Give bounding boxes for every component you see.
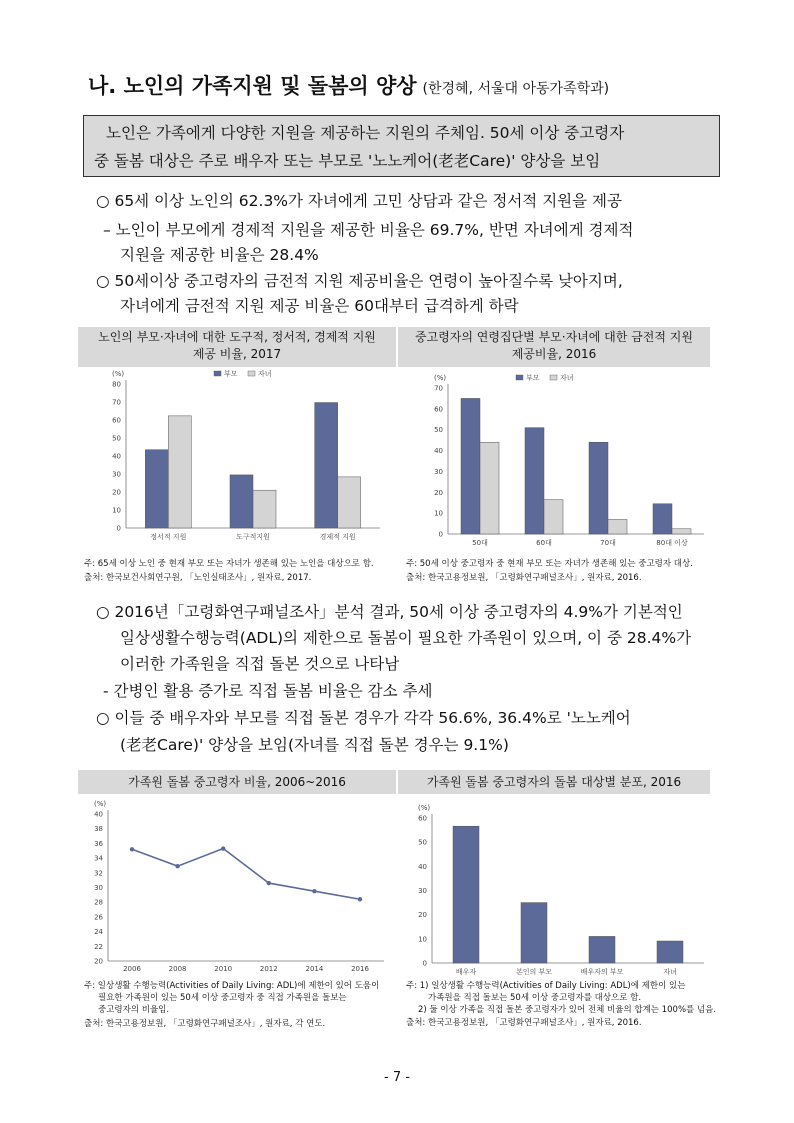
chart2-ytick-label: 10 xyxy=(434,509,443,518)
bullet-3-cont-1: 일상생활수행능력(ADL)의 제한으로 돌봄이 필요한 가족원이 있으며, 이 중 28.4%가 xyxy=(120,629,692,647)
page-number: - 7 - xyxy=(384,1070,410,1085)
chart4-heading: 가족원 돌봄 중고령자의 돌봄 대상별 분포, 2016 xyxy=(398,770,710,794)
chart3-point xyxy=(312,889,316,893)
chart2-legend-swatch xyxy=(516,375,523,380)
chart3-xtick-label: 2008 xyxy=(168,965,187,973)
chart3-point xyxy=(221,846,225,850)
chart1-bar xyxy=(230,475,253,528)
chart4-ytick-label: 60 xyxy=(418,814,427,823)
chart3-note-1: 주: 일상생활 수행능력(Activities of Daily Living: ADL)에 제한이 있어 도움이 xyxy=(84,981,380,991)
chart2-bar xyxy=(461,398,480,534)
chart2-ytick-label: 40 xyxy=(434,447,443,456)
bullet-4: ○ 이들 중 배우자와 부모를 직접 돌본 경우가 각각 56.6%, 36.4%로 '노노케어 xyxy=(96,709,631,727)
chart4-xtick-label: 배우자의 부모 xyxy=(580,968,624,976)
chart1-bar xyxy=(168,416,191,528)
chart3-point xyxy=(267,881,271,885)
chart2-bar-chart xyxy=(398,368,710,550)
bullet-3: ○ 2016년「고령화연구패널조사」분석 결과, 50세 이상 중고령자의 4.9%가 기본적인 xyxy=(96,603,683,621)
chart1-legend-label: 부모 xyxy=(224,370,238,378)
chart3-ytick-label: 30 xyxy=(94,884,103,892)
chart1-bar-chart xyxy=(78,368,396,550)
chart1-bar xyxy=(253,490,276,528)
chart4-unit-label: (%) xyxy=(418,804,431,812)
chart4-bar xyxy=(589,936,615,963)
chart3-xtick-label: 2012 xyxy=(259,965,278,973)
chart3-ytick-label: 36 xyxy=(94,839,103,848)
bullet-1-sub: – 노인이 부모에게 경제적 지원을 제공한 비율은 69.7%, 반면 자녀에게 경제적 xyxy=(103,221,634,239)
chart1-legend-label: 자녀 xyxy=(258,370,272,378)
chart4-source: 출처: 한국고용정보원, 「고령화연구패널조사」, 원자료, 2016. xyxy=(406,1018,642,1028)
chart3-xtick-label: 2010 xyxy=(214,965,233,973)
chart3-ytick-label: 20 xyxy=(94,957,103,966)
chart3-ytick-label: 34 xyxy=(94,854,103,863)
chart1-ytick-label: 10 xyxy=(112,506,121,515)
section-title xyxy=(88,70,609,100)
chart3-point xyxy=(358,897,362,901)
chart1-legend-swatch xyxy=(248,371,255,376)
bullet-1: ○ 65세 이상 노인의 62.3%가 자녀에게 고민 상담과 같은 정서적 지원을 제공 xyxy=(96,192,622,210)
chart1-heading xyxy=(78,327,396,367)
chart3-series-line xyxy=(132,849,360,900)
chart3-ytick-label: 22 xyxy=(94,942,103,951)
chart2-bar xyxy=(480,442,499,534)
chart1-bar xyxy=(338,477,361,528)
chart4-note-2: 2) 둘 이상 가족을 직접 돌본 중고령자가 있어 전체 비율의 합계는 100%를 넘음. xyxy=(418,1005,717,1015)
chart1-unit-label: (%) xyxy=(112,370,125,378)
chart3-source: 출처: 한국고용정보원, 「고령화연구패널조사」, 원자료, 각 연도. xyxy=(84,1019,326,1029)
chart3-ytick-label: 38 xyxy=(94,825,103,834)
chart1-bar xyxy=(145,450,168,528)
bullet-3-sub: - 간병인 활용 증가로 직접 돌봄 비율은 감소 추세 xyxy=(103,682,433,700)
chart2-ytick-label: 60 xyxy=(434,405,443,414)
chart2-bar xyxy=(589,442,608,534)
chart3-ytick-label: 26 xyxy=(94,913,103,922)
chart3-note-2: 필요한 가족원이 있는 50세 이상 중고령자 중 직접 가족원을 돌보는 xyxy=(98,993,347,1003)
chart4-bar xyxy=(521,903,547,963)
section-title-main: 나. 노인의 가족지원 및 돌봄의 양상 xyxy=(88,74,417,98)
chart2-bar xyxy=(653,504,672,534)
summary-line-2: 중 돌봄 대상은 주로 배우자 또는 부모로 '노노케어(老老Care)' 양상을 보임 xyxy=(94,152,601,170)
chart4-ytick-label: 20 xyxy=(418,911,427,920)
chart4-note-1: 주: 1) 일상생활 수행능력(Activities of Daily Living: ADL)에 제한이 있는 xyxy=(406,981,686,991)
chart2-note: 주: 50세 이상 중고령자 중 현재 부모 또는 자녀가 생존해 있는 중고령자 대상. xyxy=(406,559,693,569)
chart2-legend-label: 자녀 xyxy=(560,374,574,382)
chart3-ytick-label: 28 xyxy=(94,898,103,907)
chart1-source: 출처: 한국보건사회연구원, 「노인실태조사」, 원자료, 2017. xyxy=(84,573,312,583)
chart1-ytick-label: 30 xyxy=(112,470,121,479)
bullet-1-sub-cont: 지원을 제공한 비율은 28.4% xyxy=(120,246,319,264)
chart1-xtick-label: 정서적 지원 xyxy=(150,533,187,541)
chart2-legend-label: 부모 xyxy=(526,374,540,382)
chart4-bar xyxy=(657,941,683,963)
chart4-ytick-label: 30 xyxy=(418,887,427,895)
chart1-xtick-label: 경제적 지원 xyxy=(319,533,356,541)
chart4-xtick-label: 자녀 xyxy=(663,968,677,976)
chart3-heading: 가족원 돌봄 중고령자 비율, 2006~2016 xyxy=(78,770,396,794)
bullet-2: ○ 50세이상 중고령자의 금전적 지원 제공비율은 연령이 높아질수록 낮아지며, xyxy=(96,272,623,290)
chart4-bar xyxy=(453,826,479,963)
chart2-ytick-label: 50 xyxy=(434,426,443,435)
chart2-bar xyxy=(672,529,691,534)
chart4-ytick-label: 40 xyxy=(418,862,427,871)
chart2-xtick-label: 80대 이상 xyxy=(656,539,688,547)
chart2-xtick-label: 50대 xyxy=(472,539,488,547)
chart1-ytick-label: 70 xyxy=(112,398,121,407)
chart4-note-1-cont: 가족원을 직접 돌보는 50세 이상 중고령자를 대상으로 함. xyxy=(428,993,642,1003)
chart2-ytick-label: 20 xyxy=(434,488,443,497)
chart2-unit-label: (%) xyxy=(434,374,447,382)
chart2-ytick-label: 30 xyxy=(434,467,443,476)
chart2-heading xyxy=(398,327,710,367)
chart1-ytick-label: 60 xyxy=(112,416,121,425)
summary-box xyxy=(83,115,720,177)
chart1-ytick-label: 0 xyxy=(116,524,121,533)
chart1-xtick-label: 도구적지원 xyxy=(236,533,270,541)
chart2-bar xyxy=(525,428,544,534)
section-title-author: (한경혜, 서울대 아동가족학과) xyxy=(422,81,610,97)
chart2-xtick-label: 60대 xyxy=(536,539,552,547)
chart1-ytick-label: 20 xyxy=(112,488,121,497)
bullet-3-cont-2: 이러한 가족원을 직접 돌본 것으로 나타남 xyxy=(120,655,400,673)
bullet-4-cont: (老老Care)' 양상을 보임(자녀를 직접 돌본 경우는 9.1%) xyxy=(120,736,509,754)
chart1-bar xyxy=(315,403,338,528)
chart2-ytick-label: 70 xyxy=(434,384,443,393)
chart1-ytick-label: 80 xyxy=(112,380,121,389)
chart2-bar xyxy=(608,519,627,534)
chart4-xtick-label: 본인의 부모 xyxy=(515,968,553,976)
chart2-legend-swatch xyxy=(550,375,557,380)
chart4-bar-chart xyxy=(398,796,710,978)
chart1-heading-line1: 노인의 부모·자녀에 대한 도구적, 정서적, 경제적 지원 xyxy=(98,330,376,344)
chart3-point xyxy=(175,864,179,868)
chart2-source: 출처: 한국고용정보원, 「고령화연구패널조사」, 원자료, 2016. xyxy=(406,573,642,583)
chart4-xtick-label: 배우자 xyxy=(455,968,477,976)
chart3-unit-label: (%) xyxy=(94,800,107,808)
chart3-xtick-label: 2006 xyxy=(123,965,141,973)
chart3-ytick-label: 24 xyxy=(94,928,103,937)
chart3-xtick-label: 2014 xyxy=(305,965,324,973)
chart3-line-chart xyxy=(78,796,396,978)
bullet-2-cont: 자녀에게 금전적 지원 제공 비율은 60대부터 급격하게 하락 xyxy=(120,297,519,315)
chart3-ytick-label: 32 xyxy=(94,869,103,878)
chart2-ytick-label: 0 xyxy=(438,530,443,539)
chart2-heading-line1: 중고령자의 연령집단별 부모·자녀에 대한 금전적 지원 xyxy=(415,330,693,344)
chart2-heading-line2: 제공비율, 2016 xyxy=(511,347,597,361)
chart2-bar xyxy=(544,500,563,534)
chart1-note: 주: 65세 이상 노인 중 현재 부모 또는 자녀가 생존해 있는 노인을 대상으로 함. xyxy=(84,559,374,569)
chart2-xtick-label: 70대 xyxy=(600,539,616,547)
chart1-heading-line2: 제공 비율, 2017 xyxy=(192,347,282,361)
summary-line-1: 노인은 가족에게 다양한 지원을 제공하는 지원의 주체임. 50세 이상 중고령자 xyxy=(106,124,625,142)
chart3-ytick-label: 40 xyxy=(94,810,103,819)
chart1-legend-swatch xyxy=(214,371,221,376)
chart4-ytick-label: 10 xyxy=(418,935,427,944)
chart3-xtick-label: 2016 xyxy=(351,965,369,973)
chart1-ytick-label: 50 xyxy=(112,434,121,443)
chart4-ytick-label: 50 xyxy=(418,838,427,847)
chart4-ytick-label: 0 xyxy=(422,959,427,968)
chart3-point xyxy=(130,847,134,851)
chart3-note-3: 중고령자의 비율임. xyxy=(98,1005,170,1015)
chart1-ytick-label: 40 xyxy=(112,452,121,461)
